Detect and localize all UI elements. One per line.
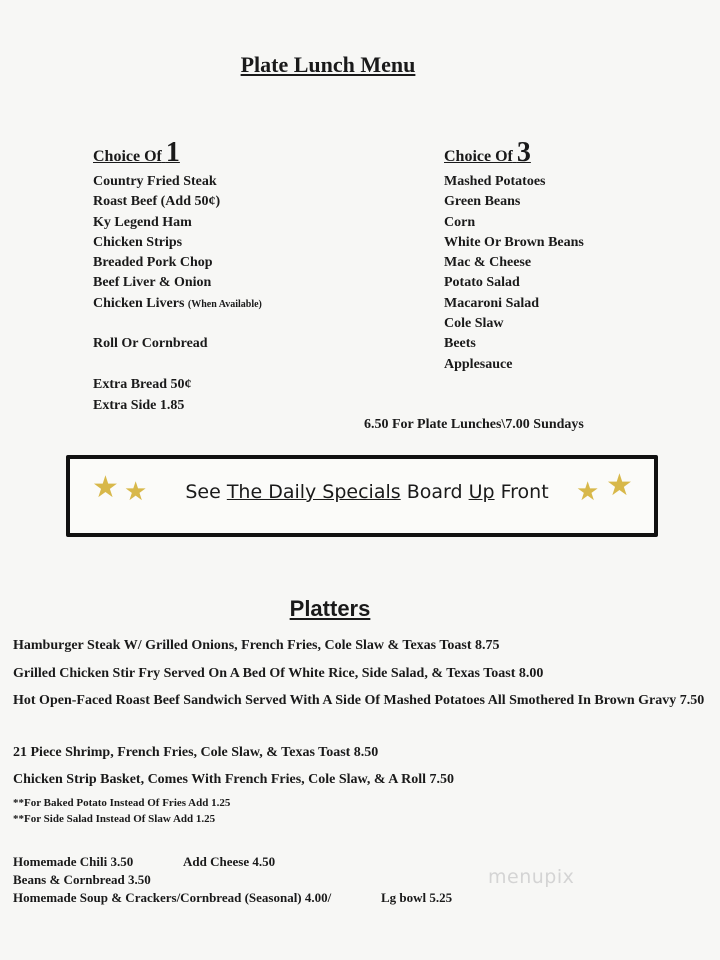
list-item: White Or Brown Beans [444,234,584,250]
list-item: Beets [444,336,476,352]
extra-side: Extra Side 1.85 [93,398,185,413]
banner-text-underlined: Up [468,481,495,503]
beans-cornbread-item: Beans & Cornbread 3.50 [13,872,151,887]
price-line: 6.50 For Plate Lunches\7.00 Sundays [364,417,584,432]
choice-3-heading [444,137,531,169]
banner-text-part: See [185,481,227,503]
list-item: Cole Slaw [444,316,504,332]
list-item-livers [93,294,262,314]
menu-title: Plate Lunch Menu [240,52,416,77]
list-item: Mac & Cheese [444,255,532,271]
platters-title: Platters [289,596,371,621]
list-item: Corn [444,214,476,230]
list-item: Beef Liver & Onion [93,275,212,291]
banner-text-part: Board [400,481,469,503]
list-item: Breaded Pork Chop [93,255,213,271]
large-bowl-item: Lg bowl 5.25 [381,890,453,905]
list-item: Potato Salad [444,275,520,291]
list-item: Ky Legend Ham [93,214,192,230]
livers-label: Chicken Livers [93,295,185,311]
platter-note: **For Baked Potato Instead Of Fries Add 1.25 [13,797,231,809]
platter-item: Hamburger Steak W/ Grilled Onions, French Fries, Cole Slaw & Texas Toast 8.75 [13,638,500,653]
choice-1-list [93,172,262,314]
platter-note: **For Side Salad Instead Of Slaw Add 1.25 [13,813,216,825]
livers-note: (When Available) [187,298,262,310]
list-item: Macaroni Salad [444,295,540,311]
choice-3-label: Choice Of [444,148,513,165]
chili-item: Homemade Chili 3.50 [13,854,134,869]
add-cheese-item: Add Cheese 4.50 [183,854,276,869]
choice-3-list [444,172,584,375]
banner-text [150,481,584,503]
choice-1-heading [93,137,180,169]
star-icon: ★ [92,471,119,504]
platter-item: 21 Piece Shrimp, French Fries, Cole Slaw, & Texas Toast 8.50 [13,745,379,760]
list-item: Chicken Strips [93,234,183,250]
platter-item: Hot Open-Faced Roast Beef Sandwich Served With A Side Of Mashed Potatoes All Smothered In Brown Gravy 7.50 [13,693,705,708]
star-icon: ★ [124,477,148,506]
choice-1-label: Choice Of [93,148,162,165]
list-item: Applesauce [444,356,513,372]
platter-item: Grilled Chicken Stir Fry Served On A Bed Of White Rice, Side Salad, & Texas Toast 8.00 [13,666,544,681]
list-item: Green Beans [444,194,521,210]
choice-3-number: 3 [516,137,531,168]
daily-specials-banner [66,455,658,537]
list-item: Country Fried Steak [93,174,217,189]
roll-option: Roll Or Cornbread [93,336,208,351]
star-icon: ★ [606,469,633,502]
platter-item: Chicken Strip Basket, Comes With French Fries, Cole Slaw, & A Roll 7.50 [13,772,455,787]
homemade-soup-item: Homemade Soup & Crackers/Cornbread (Seasonal) 4.00/ [13,890,332,905]
list-item: Mashed Potatoes [444,174,546,189]
list-item: Roast Beef (Add 50¢) [93,194,221,210]
banner-text-part: Front [494,481,549,503]
choice-1-number: 1 [165,137,180,168]
watermark: menupix [488,866,575,888]
extra-bread: Extra Bread 50¢ [93,377,192,392]
star-icon: ★ [576,477,600,506]
banner-text-underlined: The Daily Specials [226,481,401,503]
